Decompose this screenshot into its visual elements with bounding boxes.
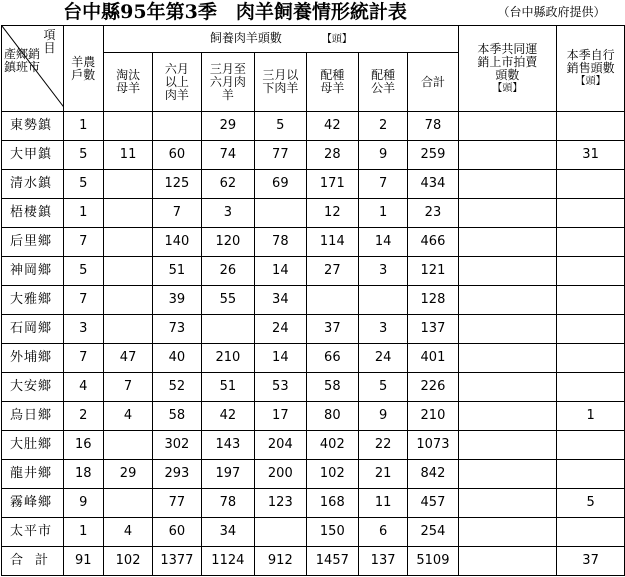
region-cell: 龍井鄉 xyxy=(2,460,64,489)
region-cell: 梧棲鎮 xyxy=(2,199,64,228)
value-cell: 1 xyxy=(63,518,104,547)
table-row xyxy=(2,141,625,170)
value-cell: 210 xyxy=(201,344,254,373)
value-cell xyxy=(557,373,625,402)
table-row xyxy=(2,170,625,199)
value-cell: 9 xyxy=(63,489,104,518)
table-row xyxy=(2,460,625,489)
value-cell: 27 xyxy=(306,257,358,286)
table-row xyxy=(2,431,625,460)
group-header: 飼養肉羊頭數 【頭】 xyxy=(104,26,459,53)
value-cell xyxy=(254,199,306,228)
value-cell: 1377 xyxy=(153,547,202,576)
households-header: 羊農戶數 xyxy=(63,26,104,112)
value-cell: 78 xyxy=(408,112,459,141)
value-cell: 80 xyxy=(306,402,358,431)
value-cell: 60 xyxy=(153,141,202,170)
value-cell xyxy=(458,199,556,228)
value-cell: 7 xyxy=(63,286,104,315)
value-cell: 21 xyxy=(359,460,408,489)
value-cell: 5 xyxy=(63,170,104,199)
value-cell xyxy=(458,228,556,257)
value-cell xyxy=(458,344,556,373)
value-cell: 14 xyxy=(254,344,306,373)
value-cell: 34 xyxy=(201,518,254,547)
value-cell: 5 xyxy=(63,257,104,286)
value-cell: 16 xyxy=(63,431,104,460)
value-cell xyxy=(104,257,153,286)
value-cell: 7 xyxy=(63,228,104,257)
region-cell: 烏日鄉 xyxy=(2,402,64,431)
value-cell: 62 xyxy=(201,170,254,199)
value-cell xyxy=(557,518,625,547)
value-cell: 11 xyxy=(104,141,153,170)
col-header-culled-ewes: 淘汰母羊 xyxy=(104,53,153,112)
value-cell: 55 xyxy=(201,286,254,315)
value-cell xyxy=(458,286,556,315)
value-cell: 60 xyxy=(153,518,202,547)
value-cell: 78 xyxy=(201,489,254,518)
region-cell: 大安鄉 xyxy=(2,373,64,402)
value-cell: 6 xyxy=(359,518,408,547)
value-cell: 39 xyxy=(153,286,202,315)
value-cell: 2 xyxy=(63,402,104,431)
region-cell: 合計 xyxy=(2,547,64,576)
region-cell: 太平市 xyxy=(2,518,64,547)
value-cell: 77 xyxy=(153,489,202,518)
value-cell: 47 xyxy=(104,344,153,373)
value-cell xyxy=(458,257,556,286)
value-cell: 401 xyxy=(408,344,459,373)
table-row xyxy=(2,112,625,141)
value-cell xyxy=(458,460,556,489)
value-cell: 9 xyxy=(359,141,408,170)
value-cell: 58 xyxy=(153,402,202,431)
value-cell xyxy=(557,315,625,344)
value-cell: 4 xyxy=(104,402,153,431)
value-cell xyxy=(458,170,556,199)
value-cell: 254 xyxy=(408,518,459,547)
corner-header-cell xyxy=(2,26,64,112)
value-cell xyxy=(557,228,625,257)
corner-item-label: 項目 xyxy=(43,28,56,55)
value-cell: 24 xyxy=(359,344,408,373)
auction-header: 本季共同運銷上市拍賣頭數 【頭】 xyxy=(458,26,556,112)
table-row xyxy=(2,315,625,344)
value-cell xyxy=(458,112,556,141)
value-cell xyxy=(458,431,556,460)
value-cell: 123 xyxy=(254,489,306,518)
value-cell: 293 xyxy=(153,460,202,489)
table-row xyxy=(2,489,625,518)
value-cell: 102 xyxy=(104,547,153,576)
value-cell xyxy=(104,286,153,315)
value-cell: 69 xyxy=(254,170,306,199)
value-cell: 18 xyxy=(63,460,104,489)
value-cell: 7 xyxy=(359,170,408,199)
value-cell: 1 xyxy=(63,112,104,141)
value-cell: 120 xyxy=(201,228,254,257)
value-cell: 23 xyxy=(408,199,459,228)
value-cell: 3 xyxy=(359,257,408,286)
col-header-subtotal: 合計 xyxy=(408,53,459,112)
value-cell xyxy=(104,170,153,199)
value-cell xyxy=(557,460,625,489)
value-cell: 102 xyxy=(306,460,358,489)
value-cell xyxy=(458,547,556,576)
value-cell: 1073 xyxy=(408,431,459,460)
value-cell: 457 xyxy=(408,489,459,518)
source-note: （台中縣政府提供） xyxy=(497,5,606,19)
value-cell: 5 xyxy=(63,141,104,170)
value-cell: 4 xyxy=(104,518,153,547)
value-cell xyxy=(104,228,153,257)
value-cell: 78 xyxy=(254,228,306,257)
value-cell: 842 xyxy=(408,460,459,489)
value-cell xyxy=(306,286,358,315)
value-cell: 4 xyxy=(63,373,104,402)
value-cell: 51 xyxy=(153,257,202,286)
value-cell: 7 xyxy=(153,199,202,228)
value-cell: 2 xyxy=(359,112,408,141)
value-cell: 137 xyxy=(408,315,459,344)
value-cell: 52 xyxy=(153,373,202,402)
value-cell: 5 xyxy=(557,489,625,518)
col-header-breeding-ewes: 配種母羊 xyxy=(306,53,358,112)
value-cell: 91 xyxy=(63,547,104,576)
value-cell xyxy=(557,170,625,199)
value-cell: 74 xyxy=(201,141,254,170)
value-cell: 7 xyxy=(104,373,153,402)
value-cell: 302 xyxy=(153,431,202,460)
value-cell: 150 xyxy=(306,518,358,547)
value-cell: 137 xyxy=(359,547,408,576)
value-cell: 11 xyxy=(359,489,408,518)
region-cell: 石岡鄉 xyxy=(2,315,64,344)
value-cell xyxy=(359,286,408,315)
total-row xyxy=(2,547,625,576)
region-cell: 大甲鎮 xyxy=(2,141,64,170)
value-cell: 12 xyxy=(306,199,358,228)
value-cell: 5 xyxy=(254,112,306,141)
value-cell: 77 xyxy=(254,141,306,170)
value-cell: 29 xyxy=(104,460,153,489)
value-cell: 66 xyxy=(306,344,358,373)
value-cell xyxy=(104,112,153,141)
value-cell: 5109 xyxy=(408,547,459,576)
value-cell: 466 xyxy=(408,228,459,257)
value-cell: 37 xyxy=(306,315,358,344)
col-header-3-to-6-months: 三月至六月肉羊 xyxy=(201,53,254,112)
value-cell xyxy=(153,112,202,141)
value-cell: 28 xyxy=(306,141,358,170)
value-cell xyxy=(104,199,153,228)
value-cell: 1124 xyxy=(201,547,254,576)
table-row xyxy=(2,199,625,228)
value-cell xyxy=(557,431,625,460)
value-cell: 14 xyxy=(359,228,408,257)
region-cell: 外埔鄉 xyxy=(2,344,64,373)
value-cell: 226 xyxy=(408,373,459,402)
value-cell: 29 xyxy=(201,112,254,141)
value-cell: 1457 xyxy=(306,547,358,576)
value-cell: 31 xyxy=(557,141,625,170)
value-cell: 204 xyxy=(254,431,306,460)
table-row xyxy=(2,228,625,257)
value-cell: 128 xyxy=(408,286,459,315)
table-row xyxy=(2,402,625,431)
value-cell: 259 xyxy=(408,141,459,170)
value-cell: 197 xyxy=(201,460,254,489)
value-cell xyxy=(557,199,625,228)
value-cell xyxy=(557,112,625,141)
value-cell xyxy=(254,518,306,547)
col-header-breeding-rams: 配種公羊 xyxy=(359,53,408,112)
table-title: 台中縣95年第3季 肉羊飼養情形統計表 xyxy=(63,1,407,23)
value-cell: 140 xyxy=(153,228,202,257)
value-cell: 3 xyxy=(63,315,104,344)
statistics-table xyxy=(1,25,625,576)
value-cell: 17 xyxy=(254,402,306,431)
value-cell xyxy=(458,373,556,402)
value-cell: 5 xyxy=(359,373,408,402)
value-cell: 1 xyxy=(557,402,625,431)
value-cell: 22 xyxy=(359,431,408,460)
value-cell: 24 xyxy=(254,315,306,344)
value-cell: 171 xyxy=(306,170,358,199)
value-cell: 58 xyxy=(306,373,358,402)
value-cell xyxy=(557,344,625,373)
value-cell: 14 xyxy=(254,257,306,286)
region-cell: 大雅鄉 xyxy=(2,286,64,315)
value-cell: 434 xyxy=(408,170,459,199)
value-cell: 9 xyxy=(359,402,408,431)
region-cell: 清水鎮 xyxy=(2,170,64,199)
value-cell: 37 xyxy=(557,547,625,576)
value-cell: 53 xyxy=(254,373,306,402)
value-cell: 402 xyxy=(306,431,358,460)
value-cell: 210 xyxy=(408,402,459,431)
value-cell xyxy=(557,286,625,315)
region-cell: 東勢鎮 xyxy=(2,112,64,141)
col-header-over-6-months: 六月以上肉羊 xyxy=(153,53,202,112)
value-cell: 121 xyxy=(408,257,459,286)
value-cell xyxy=(201,315,254,344)
value-cell xyxy=(104,489,153,518)
corner-region-label: 產鄉銷鎮班市 xyxy=(4,47,41,74)
value-cell: 1 xyxy=(359,199,408,228)
value-cell xyxy=(458,141,556,170)
self-sale-header: 本季自行銷售頭數 【頭】 xyxy=(557,26,625,112)
col-header-under-3-months: 三月以下肉羊 xyxy=(254,53,306,112)
value-cell xyxy=(458,402,556,431)
value-cell: 143 xyxy=(201,431,254,460)
value-cell: 3 xyxy=(359,315,408,344)
value-cell: 1 xyxy=(63,199,104,228)
table-row xyxy=(2,344,625,373)
value-cell: 42 xyxy=(201,402,254,431)
table-row xyxy=(2,257,625,286)
table-row xyxy=(2,373,625,402)
region-cell: 神岡鄉 xyxy=(2,257,64,286)
table-row xyxy=(2,518,625,547)
value-cell xyxy=(557,257,625,286)
value-cell: 51 xyxy=(201,373,254,402)
value-cell: 114 xyxy=(306,228,358,257)
value-cell: 26 xyxy=(201,257,254,286)
region-cell: 大肚鄉 xyxy=(2,431,64,460)
value-cell: 125 xyxy=(153,170,202,199)
value-cell: 34 xyxy=(254,286,306,315)
region-cell: 霧峰鄉 xyxy=(2,489,64,518)
value-cell: 7 xyxy=(63,344,104,373)
value-cell: 912 xyxy=(254,547,306,576)
table-row xyxy=(2,286,625,315)
value-cell xyxy=(458,489,556,518)
value-cell xyxy=(458,518,556,547)
value-cell: 42 xyxy=(306,112,358,141)
value-cell xyxy=(104,431,153,460)
value-cell: 200 xyxy=(254,460,306,489)
value-cell: 40 xyxy=(153,344,202,373)
value-cell: 168 xyxy=(306,489,358,518)
region-cell: 后里鄉 xyxy=(2,228,64,257)
value-cell: 3 xyxy=(201,199,254,228)
value-cell xyxy=(458,315,556,344)
value-cell: 73 xyxy=(153,315,202,344)
value-cell xyxy=(104,315,153,344)
